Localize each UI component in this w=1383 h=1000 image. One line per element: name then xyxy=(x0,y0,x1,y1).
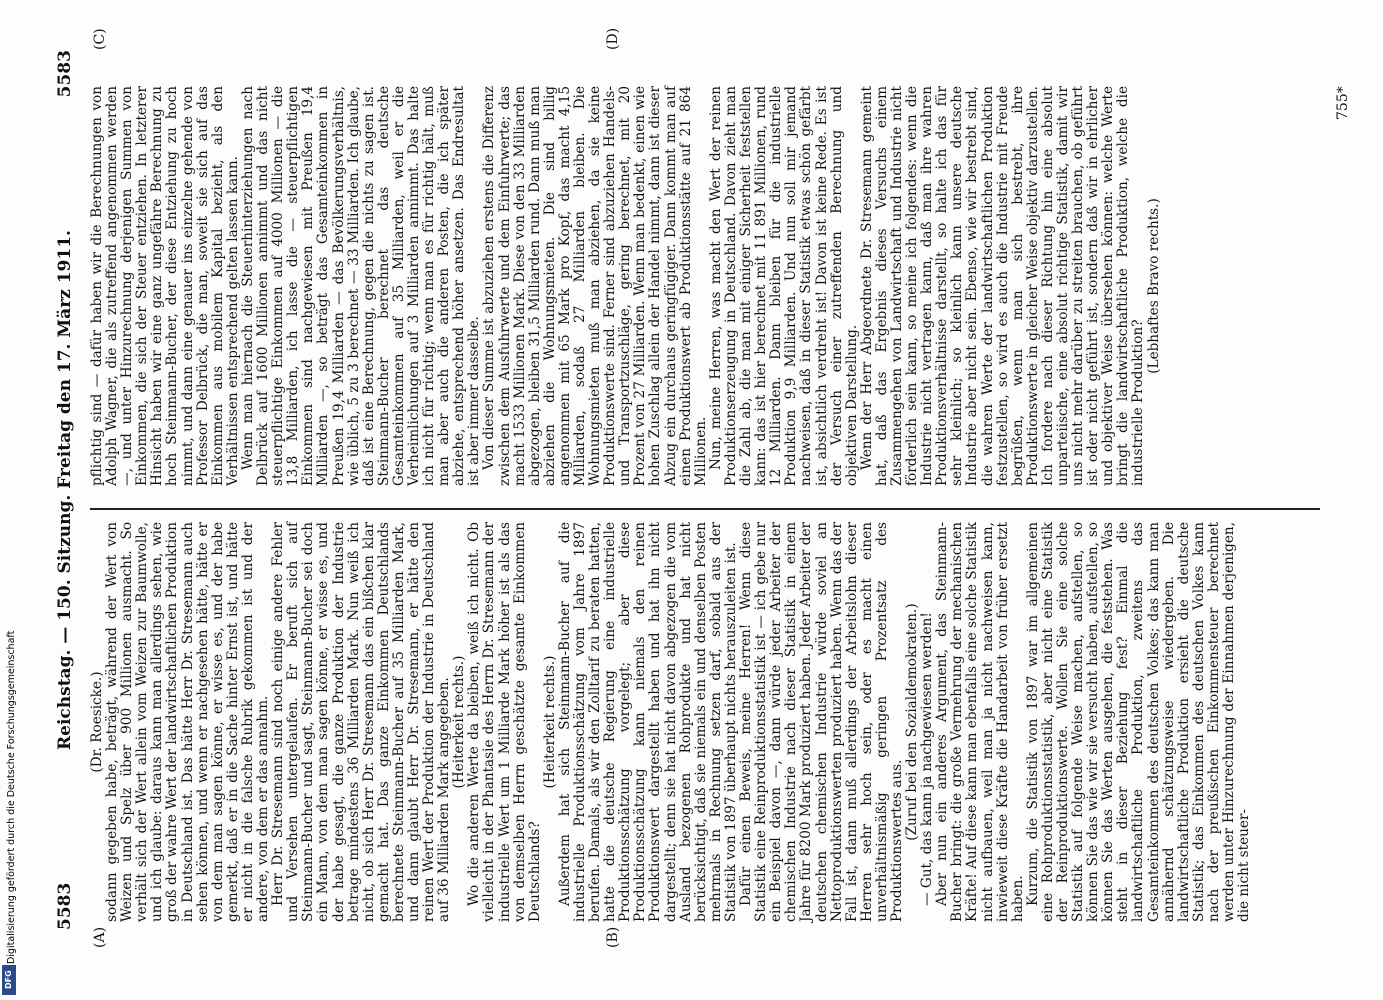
paragraph: pflichtig sind — dafür haben wir die Berechnungen von Adolph Wagner, die als zutreffend angenommen werden —, und unter Hinzurechnung derjenigen Summen von Einkommen, die sich der Steuer entziehen. In letzterer Hinsicht haben wir eine ganz ungefähre Berechnung zu hoch Steinmann-Bucher, der diese Entziehung zu hoch nimmt, und dann eine genauer ins einzelne gehende von Professor Delbrück, die man, soweit sie sich auf das Einkommen aus mobilem Kapital bezieht, als den Verhältnissen entsprechend gelten lassen kann. xyxy=(89,86,241,486)
digitization-credit: Digitalisierung gefördert durch die Deutsche Forschungsgemeinschaft xyxy=(6,630,17,964)
margin-mark-a: (A) xyxy=(92,926,108,948)
paragraph: — Gut, das kann ja nachgewiesen werden! xyxy=(919,612,936,906)
paragraph: sodann gegeben habe, beträgt, während der Wert von Weizen und Spelz über 900 Millionen ausmacht. So verhält sich der Wert allein vom Weizen zur Baumwolle, und ich glaube: daraus kann man allerdings sehen, wie groß der wahre Wert der landwirtschaftlichen Produktion in Deutschland ist. Das hätte Herr Dr. Stresemann auch sehen können, und wenn er nachgesehen hätte, hätte er von dem man sagen könne, er wisse es, und der habe gemerkt, daß er in die Sache hinter Ernst ist, und hätte er nicht in die falsche Rubrik gekommen ist und der andere, von dem er das annahm. xyxy=(104,522,272,922)
paragraph: Aber nun ein anderes Argument, das Steinmann-Bucher bringt: die große Vermehrung der mechanischen Kräfte! Auf diese kann man ebenfalls eine solche Statistik nicht aufbauen, weil man ja nicht nachweisen kann, inwieweit diese Kräfte die Handarbeit von früher ersetzt haben. xyxy=(934,522,1026,922)
interjection: (Lebhaftes Bravo rechts.) xyxy=(1145,198,1162,374)
interjection: (Heiterkeit rechts.) xyxy=(541,655,558,789)
paragraph: Außerdem hat sich Steinmann-Bucher auf die industrielle Produktionsschätzung vom Jahre 1897 berufen. Damals, als wir den Zolltarif zu beraten hatten, hatte die deutsche Regierung eine industrielle Produktionsschätzung vorgelegt; aber diese Produktionsschätzung kann niemals den reinen Produktionswert dargestellt haben und hat ihn nicht dargestellt; denn sie hat nicht davon abgezogen die vom Ausland bezogenen Rohprodukte und hat nicht berücksichtigt, daß sie niemals ein und denselben Posten mehrmals in Rechnung setzen darf, sobald aus der Statistik von 1897 überhaupt nichts herauszuleiten ist. xyxy=(556,522,739,922)
margin-mark-b: (B) xyxy=(605,926,621,948)
page-number-left: 5583 xyxy=(55,882,75,930)
page-header xyxy=(55,50,83,930)
footer-page-number: 755* xyxy=(1335,86,1351,120)
paragraph: Dafür einen Beweis, meine Herren! Wenn diese Statistik eine Reinproduktionsstatistik ist — ich gebe nur ein Beispiel davon —, dann würde jeder Arbeiter der chemischen Industrie nach dieser Statistik in einem Jahre für 8200 Mark produziert haben. Jeder Arbeiter der deutschen chemischen Industrie würde soviel an Nettoproduktionswerten produziert haben. Wenn das der Fall ist, dann muß allerdings der Arbeitslohn dieser Herren sehr hoch sein, oder es macht einen unverhältnismäßig geringen Prozentsatz des Produktionswertes aus. xyxy=(738,522,905,922)
interjection: (Zuruf bei den Sozialdemokraten.) xyxy=(904,603,921,841)
interjection: (Heiterkeit rechts.) xyxy=(451,655,468,789)
left-column xyxy=(90,522,1252,922)
paragraph: Wenn der Herr Abgeordnete Dr. Stresemann gemeint hat, daß das Ergebnis dieses Versuchs einem Zusammengehen von Landwirtschaft und Industrie nicht förderlich sein kann, so meine ich folgendes: wenn die Industrie nicht vertragen kann, daß man ihre wahren Produktionsverhältnisse darstellt, so halte ich das für sehr kleinlich; so kleinlich kann unsere deutsche Industrie aber nicht sein. Ebenso, wie wir bestrebt sind, die wahren Werte der landwirtschaftlichen Produktion festzustellen, so wird es auch die Industrie mit Freude begrüßen, wenn man sich bestrebt, ihre Produktionswerte in gleicher Weise objektiv darzustellen. Ich fordere nach dieser Richtung hin eine absolut unparteiische, eine absolut richtige Statistik, damit wir uns nicht mehr darüber zu streiten brauchen, ob geführt ist oder nicht geführt ist, sondern daß wir in ehrlicher und objektiver Weise übersehen können: welche Werte bringt die landwirtschaftliche Produktion, welche die industrielle Produktion? xyxy=(858,86,1147,486)
paragraph: Wo die anderen Werte da bleiben, weiß ich nicht. Ob vielleicht in der Phantasie des Herrn Dr. Stresemann der industrielle Wert um 1 Milliarde Mark höher ist als das von demselben Herrn geschätzte gesamte Einkommen Deutschlands? xyxy=(466,522,543,922)
paragraph: Wenn man hiernach die Steuerhinterziehungen nach Delbrück auf 1600 Millionen annimmt und das nicht steuerpflichtige Einkommen auf 4000 Millionen — die 13,8 Milliarden, ich lasse die — steuerpflichtigen Einkommen sind nachgewiesen mit Preußen 19,4 Milliarden —, so beträgt das Gesamteinkommen in Preußen 19,4 Milliarden — das Bevölkerungsverhältnis, wie üblich, 5 zu 3 berechnet — 33 Milliarden. Ich glaube, daß ist eine Berechnung, gegen die nichts zu sagen ist. Steinmann-Bucher berechnet das deutsche Gesamteinkommen auf 35 Milliarden, weil er die Verheimlichungen auf 3 Milliarden annimmt. Das halte ich nicht für richtig; wenn man es für richtig hält, muß man aber auch die anderen Posten, die ich später abziehe, entsprechend höher ansetzen. Das Endresultat ist aber immer dasselbe. xyxy=(239,86,483,486)
speaker-label: (Dr. Roesicke.) xyxy=(89,671,105,773)
paragraph: Kurzum, die Statistik von 1897 war im allgemeinen eine Rohproduktionsstatistik, aber nicht eine Statistik der Reinproduktionswerte. Wollen Sie eine solche Statistik auf folgende Weise machen, aufstellen, so können Sie das wie wir sie versucht haben, aufstellen, so können Sie das Werten ausgehen, die feststehen. Was steht in dieser Beziehung fest? Einmal die landwirtschaftliche Produktion, zweitens das Gesamteinkommen des deutschen Volkes; das kann man annähernd schätzungsweise wiedergeben. Die landwirtschaftliche Produktion ersieht die deutsche Statistik; das Einkommen des deutschen Volkes kann nach der preußischen Einkommensteuer berechnet werden unter Hinzurechnung der Einnahmen derjenigen, die nicht steuer- xyxy=(1024,522,1253,922)
paragraph: Nun, meine Herren, was macht den Wert der reinen Produktionserzeugung in Deutschland. Davon zieht man die Zahl ab, die man mit einiger Sicherheit feststellen kann: das ist hier berechnet mit 11 891 Millionen, rund 12 Milliarden. Dann bleiben für die industrielle Produktion 9,9 Milliarden. Und nun soll mir jemand nachweisen, daß in dieser Statistik etwas schön gefärbt ist, absichtlich verdreht ist! Davon ist keine Rede. Es ist der Versuch einer zutreffenden Berechnung und objektiven Darstellung. xyxy=(707,86,860,486)
margin-mark-c: (C) xyxy=(92,28,108,50)
paragraph: Herr Dr. Stresemann sind noch einige andere Fehler und Versehen untergelaufen. Er beruft sich auf Steinmann-Bucher und sagt, Steinmann-Bucher sei doch ein Mann, von dem man sagen könne, er wisse es, und der habe gesagt, die ganze Produktion der Industrie betrage mindestens 36 Milliarden Mark. Nun weiß ich nicht, ob sich Herr Dr. Stresemann das ein bißchen klar gemacht hat. Das ganze Einkommen Deutschlands berechnete Steinmann-Bucher auf 35 Milliarden Mark, und dann glaubt Herr Dr. Stresemann, er hätte den reinen Wert der Produktion der Industrie in Deutschland auf 36 Milliarden Mark angegeben. xyxy=(270,522,453,922)
page-number-right: 5583 xyxy=(55,50,75,98)
dfg-logo: DFG xyxy=(2,965,16,995)
column-divider xyxy=(90,508,1320,510)
margin-mark-d: (D) xyxy=(605,27,621,50)
header-title: Reichstag. — 150. Sitzung. Freitag den 17. März 1911. xyxy=(55,230,75,750)
paragraph: Von dieser Summe ist abzuziehen erstens die Differenz zwischen dem Ausfuhrwerte und dem Einfuhrwerte; das macht 1533 Millionen Mark. Diese von den 33 Milliarden abgezogen, bleiben 31,5 Milliarden rund. Dann muß man abziehen die Wohnungsmieten. Die sind billig angenommen mit 65 Mark pro Kopf, das macht 4,15 Milliarden, sodaß 27 Milliarden bleiben. Die Wohnungsmieten muß man abziehen, da sie keine Produktionswerte sind. Ferner sind abzuziehen Handels- und Transportzuschläge, gering berechnet, mit 20 Prozent von 27 Milliarden. Wenn man bedenkt, einen wie hohen Zuschlag allein der Handel nimmt, dann ist dieser Abzug ein durchaus geringfügiger. Dann kommt man auf einen Produktionswert ab Produktionsstätte auf 21 864 Millionen. xyxy=(481,86,709,486)
right-column xyxy=(90,86,1162,486)
